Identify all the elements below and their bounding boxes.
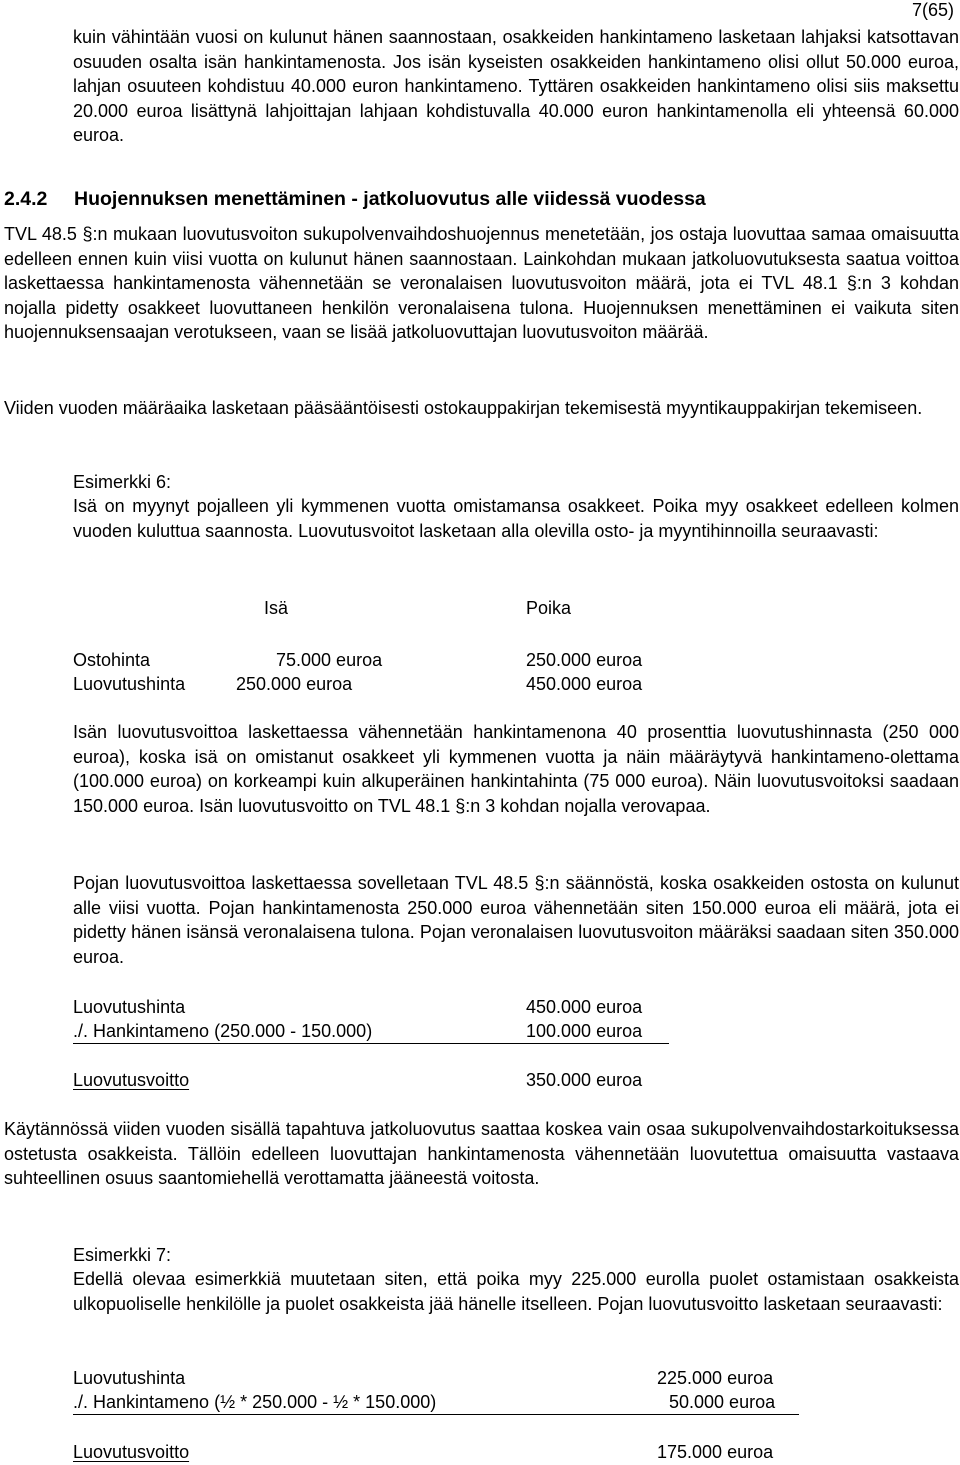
example-7-title: Esimerkki 7: [73, 1245, 172, 1265]
kaytannossa-paragraph: Käytännössä viiden vuoden sisällä tapahtuva jatkoluovutus saattaa koskea vain osaa sukupolvenvaihdostarkoituksessa ostetusta osakkeista. Tällöin edelleen luovuttajan hankintamenosta vähennetään luovutettua omaisuutta vastaava suhteellinen osuus saantomiehellä verottamatta jääneestä voitosta. [4, 1119, 959, 1189]
example-6-title: Esimerkki 6: [73, 472, 172, 492]
calc6-luovutusvoitto-value: 350.000 euroa [526, 1070, 643, 1090]
calc7-luovutusvoitto-label: Luovutusvoitto [73, 1442, 190, 1462]
example-6-text: Isä on myynyt pojalleen yli kymmenen vuotta omistamansa osakkeet. Poika myy osakkeet edelleen kolmen vuoden kuluttua saannosta. Luovutusvoitot lasketaan alla olevilla osto- ja myyntihinnoilla seuraavasti: [73, 496, 959, 541]
calc7-luovutushinta-value: 225.000 euroa [657, 1368, 774, 1388]
calc7-luovutusvoitto-value: 175.000 euroa [657, 1442, 774, 1462]
viiden-vuoden-paragraph: Viiden vuoden määräaika lasketaan pääsääntöisesti ostokauppakirjan tekemisestä myyntikauppakirjan tekemiseen. [4, 398, 923, 418]
luovutushinta-isa: 250.000 euroa [236, 674, 353, 694]
calc6-hankintameno-label: ./. Hankintameno (250.000 - 150.000) [73, 1021, 373, 1041]
ostohinta-poika: 250.000 euroa [526, 650, 643, 670]
example-7-text: Edellä olevaa esimerkkiä muutetaan siten, että poika myy 225.000 eurolla puolet ostamistaan osakkeista ulkopuoliselle henkilölle ja puolet osakkeista jää hänelle itselleen. Pojan luovutusvoitto lasketaan seuraavasti: [73, 1269, 959, 1314]
tvl-paragraph: TVL 48.5 §:n mukaan luovutusvoiton sukupolvenvaihdoshuojennus menetetään, jos ostaja luovuttaa samaa omaisuutta edelleen ennen kuin viisi vuotta on kulunut hänen saannostaan. Lainkohdan mukaan jatkoluovutuksesta saatua voittoa laskettaessa hankintamenosta vähennetään se veronalaisen luovutusvoiton määrä, jota ei TVL 48.1 §:n 3 kohdan nojalla pidetty osakkeet luovuttaneen henkilön veronalaisena tulona. Huojennuksen menettäminen ei vaikuta siten huojennuksensaajan verotukseen, vaan se lisää jatkoluovuttajan luovutusvoiton määrää. [4, 224, 959, 343]
column-header-poika: Poika [526, 598, 572, 618]
luovutushinta-label: Luovutushinta [73, 674, 186, 694]
calc6-hankintameno-value: 100.000 euroa [526, 1021, 643, 1041]
section-title: Huojennuksen menettäminen - jatkoluovutus alle viidessä vuodessa [74, 188, 706, 210]
calc6-luovutusvoitto-label: Luovutusvoitto [73, 1070, 190, 1090]
ostohinta-label: Ostohinta [73, 650, 151, 670]
calc7-luovutushinta-label: Luovutushinta [73, 1368, 186, 1388]
section-number: 2.4.2 [4, 188, 48, 210]
calc7-hankintameno-label: ./. Hankintameno (½ * 250.000 - ½ * 150.000) [73, 1392, 437, 1412]
ostohinta-isa: 75.000 euroa [276, 650, 383, 670]
page-number: 7(65) [912, 0, 955, 20]
calc7-hankintameno-value: 50.000 euroa [669, 1392, 776, 1412]
luovutushinta-poika: 450.000 euroa [526, 674, 643, 694]
calc6-luovutushinta-label: Luovutushinta [73, 997, 186, 1017]
intro-paragraph: kuin vähintään vuosi on kulunut hänen saannostaan, osakkeiden hankintameno lasketaan lahjaksi katsottavan osuuden osalta isän hankintamenosta. Jos isän kyseisten osakkeiden hankintameno olisi ollut 50.000 euroa, lahjan osuuteen kohdistuu 40.000 euron hankintameno. Tyttären osakkeiden hankintameno olisi siis maksettu 20.000 euroa lisättynä lahjoittajan lahjaan kohdistuvalla 40.000 euron hankintamenolla eli yhteensä 60.000 euroa. [73, 27, 959, 146]
pojan-luovutusvoitto-paragraph: Pojan luovutusvoittoa laskettaessa sovelletaan TVL 48.5 §:n säännöstä, koska osakkeiden ostosta on kulunut alle viisi vuotta. Pojan hankintamenosta 250.000 euroa vähennetään siten 150.000 euroa eli määrä, jota ei pidetty hänen isänsä veronalaisena tulona. Pojan veronalaisen luovutusvoiton määräksi saadaan siten 350.000 euroa. [73, 873, 959, 967]
calc6-luovutushinta-value: 450.000 euroa [526, 997, 643, 1017]
calc7-hankintameno-row [73, 1390, 799, 1415]
section-heading [4, 186, 706, 212]
isan-luovutusvoitto-paragraph: Isän luovutusvoittoa laskettaessa vähennetään hankintamenona 40 prosenttia luovutushinnasta (250 000 euroa), koska isä on omistanut osakkeet yli kymmenen vuotta ja näin määräytyvä hankintameno-olettama (100.000 euroa) on korkeampi kuin alkuperäinen hankintahinta (75 000 euroa). Näin luovutusvoitoksi saadaan 150.000 euroa. Isän luovutusvoitto on TVL 48.1 §:n 3 kohdan nojalla verovapaa. [73, 722, 959, 816]
column-header-isa: Isä [264, 598, 289, 618]
calc6-hankintameno-row [73, 1019, 669, 1044]
